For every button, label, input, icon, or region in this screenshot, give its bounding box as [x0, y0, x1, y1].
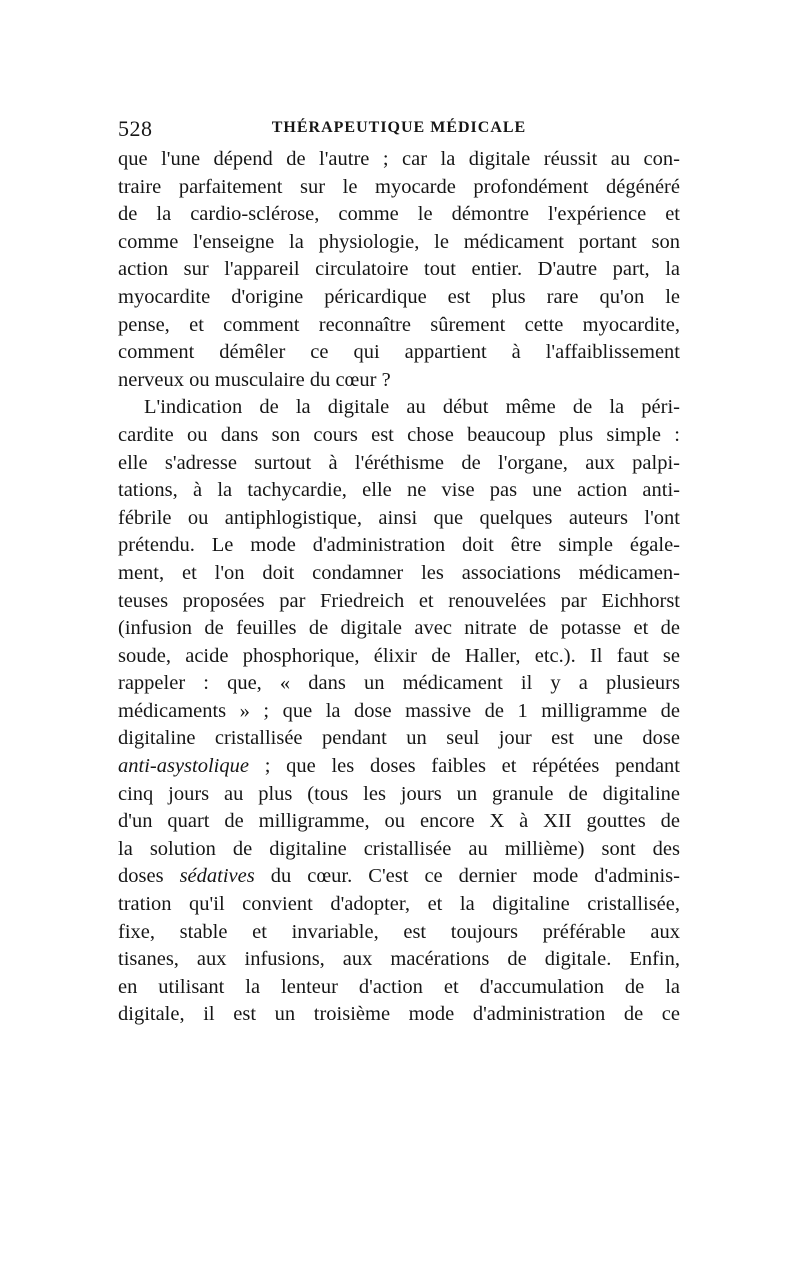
text-line-segment: cinq jours au plus (tous les jours un granule de digitaline — [118, 782, 680, 805]
text-line-segment: digitaline cristallisée pendant un seul jour est une dose — [118, 727, 680, 750]
text-line-segment: myocardite d'origine péricardique est plus rare qu'on le — [118, 285, 680, 308]
page-number: 528 — [118, 116, 153, 141]
text-line-segment: fixe, stable et invariable, est toujours préférable aux — [118, 920, 680, 943]
text-line — [118, 312, 680, 340]
text-line-segment: en utilisant la lenteur d'action et d'accumulation de la — [118, 975, 680, 998]
text-line — [118, 146, 680, 174]
text-line — [118, 229, 680, 257]
text-line — [118, 532, 680, 560]
text-line-segment: teuses proposées par Friedreich et renouvelées par Eichhorst — [118, 589, 680, 612]
text-line — [118, 588, 680, 616]
text-line-segment: tisanes, aux infusions, aux macérations de digitale. Enfin, — [118, 948, 680, 971]
text-line-segment: digitale, il est un troisième mode d'administration de ce — [118, 1003, 680, 1026]
text-line — [118, 450, 680, 478]
text-line-segment: médicaments » ; que la dose massive de 1 milligramme de — [118, 699, 680, 722]
text-line-segment: pense, et comment reconnaître sûrement cette myocardite, — [118, 313, 680, 336]
text-line — [118, 836, 680, 864]
text-line — [118, 256, 680, 284]
text-line-segment: ment, et l'on doit condamner les associations médicamen- — [118, 561, 680, 584]
text-line — [118, 781, 680, 809]
text-line — [118, 698, 680, 726]
text-line-segment: comment démêler ce qui appartient à l'affaiblissement — [118, 341, 680, 364]
italic-term: sédatives — [179, 865, 255, 888]
text-line — [118, 974, 680, 1002]
text-line — [118, 367, 680, 395]
text-line-segment: tration qu'il convient d'adopter, et la digitaline cristallisée, — [118, 893, 680, 916]
text-line-segment: ; que les doses faibles et répétées pendant — [248, 755, 680, 778]
text-line — [118, 201, 680, 229]
text-line-segment: comme l'enseigne la physiologie, le médicament portant son — [118, 230, 680, 253]
text-line-segment: de la cardio-sclérose, comme le démontre l'expérience et — [118, 203, 680, 226]
running-head: THÉRAPEUTIQUE MÉDICALE — [271, 119, 527, 136]
italic-term: anti-asystolique — [118, 755, 249, 778]
text-line-segment: rappeler : que, « dans un médicament il y a plusieurs — [118, 672, 680, 695]
text-line — [118, 863, 680, 891]
text-line — [118, 477, 680, 505]
text-line-segment: action sur l'appareil circulatoire tout entier. D'autre part, la — [118, 258, 680, 281]
text-line-segment: prétendu. Le mode d'administration doit être simple égale- — [118, 534, 680, 557]
text-line — [118, 670, 680, 698]
text-line-segment: tations, à la tachycardie, elle ne vise pas une action anti- — [118, 479, 680, 502]
text-line-segment: elle s'adresse surtout à l'éréthisme de l'organe, aux palpi- — [118, 451, 680, 474]
text-line — [118, 919, 680, 947]
text-line — [118, 1001, 680, 1029]
text-line — [118, 560, 680, 588]
text-line-segment: du cœur. C'est ce dernier mode d'adminis- — [254, 865, 680, 888]
text-line — [118, 725, 680, 753]
text-line — [118, 808, 680, 836]
text-line — [118, 422, 680, 450]
text-line-segment: traire parfaitement sur le myocarde profondément dégénéré — [118, 175, 680, 198]
text-line — [118, 946, 680, 974]
text-line — [118, 394, 680, 422]
text-line — [118, 174, 680, 202]
body-text — [118, 146, 680, 1029]
text-line — [118, 891, 680, 919]
text-line — [118, 505, 680, 533]
text-line-segment: soude, acide phosphorique, élixir de Haller, etc.). Il faut se — [118, 644, 680, 667]
text-line — [118, 339, 680, 367]
page-header — [118, 116, 680, 146]
text-line-segment: d'un quart de milligramme, ou encore X à XII gouttes de — [118, 810, 680, 833]
text-line-segment: cardite ou dans son cours est chose beaucoup plus simple : — [118, 423, 680, 446]
text-line — [118, 753, 680, 781]
text-line — [118, 643, 680, 671]
text-line-segment: nerveux ou musculaire du cœur ? — [118, 368, 391, 391]
text-line-segment: doses — [118, 865, 180, 888]
text-line — [118, 284, 680, 312]
text-line-segment: (infusion de feuilles de digitale avec nitrate de potasse et de — [118, 617, 680, 640]
text-line-segment: la solution de digitaline cristallisée au millième) sont des — [118, 837, 680, 860]
text-line-segment: fébrile ou antiphlogistique, ainsi que quelques auteurs l'ont — [118, 506, 680, 529]
text-line-segment: L'indication de la digitale au début même de la péri- — [144, 396, 680, 419]
text-line — [118, 615, 680, 643]
text-line-segment: que l'une dépend de l'autre ; car la digitale réussit au con- — [118, 148, 680, 170]
